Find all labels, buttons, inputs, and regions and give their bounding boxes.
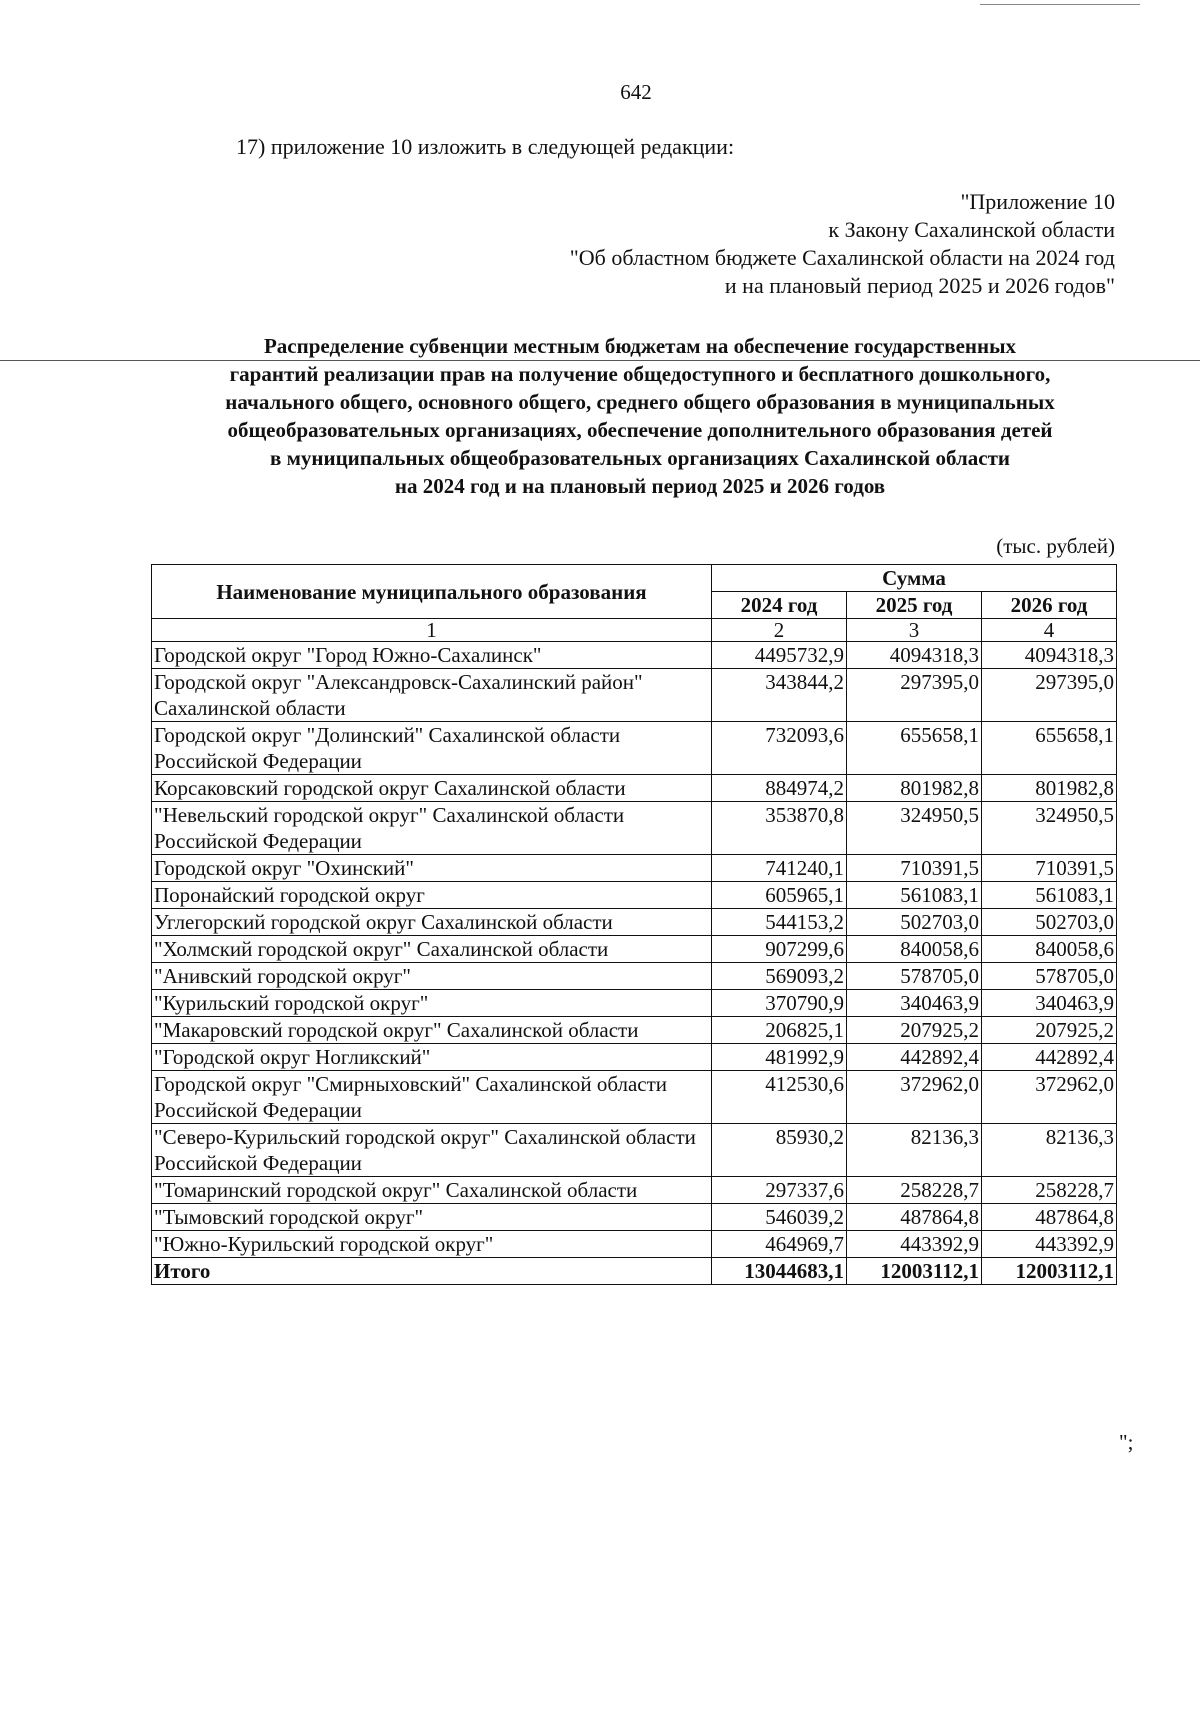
value-2026: 840058,6 bbox=[982, 936, 1117, 963]
table-row bbox=[152, 882, 1117, 909]
table-row bbox=[152, 669, 1117, 722]
value-2026: 4094318,3 bbox=[982, 642, 1117, 669]
municipality-name: "Тымовский городской округ" bbox=[152, 1204, 712, 1231]
table-row bbox=[152, 909, 1117, 936]
total-row bbox=[152, 1258, 1117, 1285]
municipality-name: "Макаровский городской округ" Сахалинской области bbox=[152, 1017, 712, 1044]
value-2024: 569093,2 bbox=[712, 963, 847, 990]
value-2026: 710391,5 bbox=[982, 855, 1117, 882]
value-2026: 340463,9 bbox=[982, 990, 1117, 1017]
table-row bbox=[152, 802, 1117, 855]
units-label: (тыс. рублей) bbox=[996, 534, 1115, 558]
appendix-line: и на плановый период 2025 и 2026 годов" bbox=[724, 273, 1115, 298]
header-municipality: Наименование муниципального образования bbox=[152, 565, 712, 619]
value-2025: 655658,1 bbox=[847, 722, 982, 775]
table-row bbox=[152, 722, 1117, 775]
title-line: в муниципальных общеобразовательных организациях Сахалинской области bbox=[269, 446, 1010, 470]
value-2026: 655658,1 bbox=[982, 722, 1117, 775]
value-2026: 561083,1 bbox=[982, 882, 1117, 909]
table-row bbox=[152, 1231, 1117, 1258]
table-row bbox=[152, 1177, 1117, 1204]
value-2025: 372962,0 bbox=[847, 1071, 982, 1124]
value-2025: 82136,3 bbox=[847, 1124, 982, 1177]
column-number: 3 bbox=[847, 619, 982, 642]
municipality-name: Городской округ "Смирныховский" Сахалинской области Российской Федерации bbox=[152, 1071, 712, 1124]
header-year-2025: 2025 год bbox=[847, 592, 982, 619]
municipality-name: Городской округ "Александровск-Сахалинский район" Сахалинской области bbox=[152, 669, 712, 722]
appendix-line: "Приложение 10 bbox=[960, 189, 1115, 214]
value-2026: 82136,3 bbox=[982, 1124, 1117, 1177]
municipality-name: Поронайский городской округ bbox=[152, 882, 712, 909]
value-2025: 324950,5 bbox=[847, 802, 982, 855]
table-row bbox=[152, 990, 1117, 1017]
value-2024: 544153,2 bbox=[712, 909, 847, 936]
header-year-2024: 2024 год bbox=[712, 592, 847, 619]
title-line: Распределение субвенции местным бюджетам на обеспечение государственных bbox=[263, 334, 1017, 358]
value-2026: 443392,9 bbox=[982, 1231, 1117, 1258]
value-2026: 502703,0 bbox=[982, 909, 1117, 936]
municipality-name: "Северо-Курильский городской округ" Сахалинской области Российской Федерации bbox=[152, 1124, 712, 1177]
value-2025: 443392,9 bbox=[847, 1231, 982, 1258]
value-2026: 578705,0 bbox=[982, 963, 1117, 990]
appendix-header bbox=[570, 188, 1115, 300]
value-2024: 370790,9 bbox=[712, 990, 847, 1017]
column-number: 1 bbox=[152, 619, 712, 642]
table-row bbox=[152, 1204, 1117, 1231]
value-2024: 605965,1 bbox=[712, 882, 847, 909]
table-body bbox=[152, 619, 1117, 1258]
table-row bbox=[152, 936, 1117, 963]
municipality-name: Корсаковский городской округ Сахалинской области bbox=[152, 775, 712, 802]
total-label: Итого bbox=[152, 1258, 712, 1285]
value-2024: 4495732,9 bbox=[712, 642, 847, 669]
title-line: общеобразовательных организациях, обеспечение дополнительного образования детей bbox=[227, 418, 1053, 442]
appendix-line: к Закону Сахалинской области bbox=[828, 217, 1115, 242]
total-2025: 12003112,1 bbox=[847, 1258, 982, 1285]
value-2026: 801982,8 bbox=[982, 775, 1117, 802]
municipality-name: "Городской округ Ногликский" bbox=[152, 1044, 712, 1071]
value-2025: 561083,1 bbox=[847, 882, 982, 909]
municipality-name: Городской округ "Охинский" bbox=[152, 855, 712, 882]
value-2025: 340463,9 bbox=[847, 990, 982, 1017]
value-2024: 297337,6 bbox=[712, 1177, 847, 1204]
table-row bbox=[152, 1124, 1117, 1177]
value-2024: 884974,2 bbox=[712, 775, 847, 802]
municipality-name: "Невельский городской округ" Сахалинской области Российской Федерации bbox=[152, 802, 712, 855]
value-2026: 324950,5 bbox=[982, 802, 1117, 855]
title-line: начального общего, основного общего, среднего общего образования в муниципальных bbox=[225, 390, 1055, 414]
value-2024: 741240,1 bbox=[712, 855, 847, 882]
intro-text: 17) приложение 10 изложить в следующей редакции: bbox=[236, 134, 735, 159]
value-2024: 907299,6 bbox=[712, 936, 847, 963]
table-row bbox=[152, 855, 1117, 882]
title-line: на 2024 год и на плановый период 2025 и 2026 годов bbox=[394, 474, 886, 498]
header-sum: Сумма bbox=[712, 565, 1117, 592]
value-2024: 464969,7 bbox=[712, 1231, 847, 1258]
municipality-name: "Курильский городской округ" bbox=[152, 990, 712, 1017]
value-2026: 207925,2 bbox=[982, 1017, 1117, 1044]
title-line: гарантий реализации прав на получение общедоступного и бесплатного дошкольного, bbox=[229, 362, 1051, 386]
value-2024: 353870,8 bbox=[712, 802, 847, 855]
value-2024: 206825,1 bbox=[712, 1017, 847, 1044]
value-2025: 442892,4 bbox=[847, 1044, 982, 1071]
value-2024: 546039,2 bbox=[712, 1204, 847, 1231]
municipality-name: Городской округ "Долинский" Сахалинской области Российской Федерации bbox=[152, 722, 712, 775]
closing-quote-mark: "; bbox=[1119, 1430, 1134, 1454]
column-numbers-row bbox=[152, 619, 1117, 642]
value-2026: 487864,8 bbox=[982, 1204, 1117, 1231]
total-2026: 12003112,1 bbox=[982, 1258, 1117, 1285]
total-2024: 13044683,1 bbox=[712, 1258, 847, 1285]
value-2025: 840058,6 bbox=[847, 936, 982, 963]
value-2025: 502703,0 bbox=[847, 909, 982, 936]
value-2025: 258228,7 bbox=[847, 1177, 982, 1204]
value-2026: 372962,0 bbox=[982, 1071, 1117, 1124]
table-row bbox=[152, 1071, 1117, 1124]
municipality-name: "Южно-Курильский городской округ" bbox=[152, 1231, 712, 1258]
municipality-name: "Анивский городской округ" bbox=[152, 963, 712, 990]
value-2024: 343844,2 bbox=[712, 669, 847, 722]
appendix-line: "Об областном бюджете Сахалинской области на 2024 год bbox=[569, 245, 1115, 270]
header-year-2026: 2026 год bbox=[982, 592, 1117, 619]
scan-artifact-line-top bbox=[980, 4, 1140, 5]
value-2026: 297395,0 bbox=[982, 669, 1117, 722]
value-2025: 4094318,3 bbox=[847, 642, 982, 669]
value-2024: 85930,2 bbox=[712, 1124, 847, 1177]
municipality-name: "Томаринский городской округ" Сахалинской области bbox=[152, 1177, 712, 1204]
table-row bbox=[152, 775, 1117, 802]
table-row bbox=[152, 642, 1117, 669]
column-number: 2 bbox=[712, 619, 847, 642]
value-2026: 442892,4 bbox=[982, 1044, 1117, 1071]
value-2025: 578705,0 bbox=[847, 963, 982, 990]
value-2025: 710391,5 bbox=[847, 855, 982, 882]
value-2025: 801982,8 bbox=[847, 775, 982, 802]
municipality-name: Углегорский городской округ Сахалинской области bbox=[152, 909, 712, 936]
value-2024: 732093,6 bbox=[712, 722, 847, 775]
value-2025: 207925,2 bbox=[847, 1017, 982, 1044]
value-2025: 487864,8 bbox=[847, 1204, 982, 1231]
municipality-name: Городской округ "Город Южно-Сахалинск" bbox=[152, 642, 712, 669]
page-number: 642 bbox=[620, 80, 652, 104]
value-2026: 258228,7 bbox=[982, 1177, 1117, 1204]
document-title bbox=[140, 332, 1140, 500]
column-number: 4 bbox=[982, 619, 1117, 642]
table-row bbox=[152, 1044, 1117, 1071]
subvention-table bbox=[151, 564, 1117, 1285]
value-2024: 481992,9 bbox=[712, 1044, 847, 1071]
value-2024: 412530,6 bbox=[712, 1071, 847, 1124]
municipality-name: "Холмский городской округ" Сахалинской области bbox=[152, 936, 712, 963]
value-2025: 297395,0 bbox=[847, 669, 982, 722]
table-row bbox=[152, 963, 1117, 990]
table-row bbox=[152, 1017, 1117, 1044]
